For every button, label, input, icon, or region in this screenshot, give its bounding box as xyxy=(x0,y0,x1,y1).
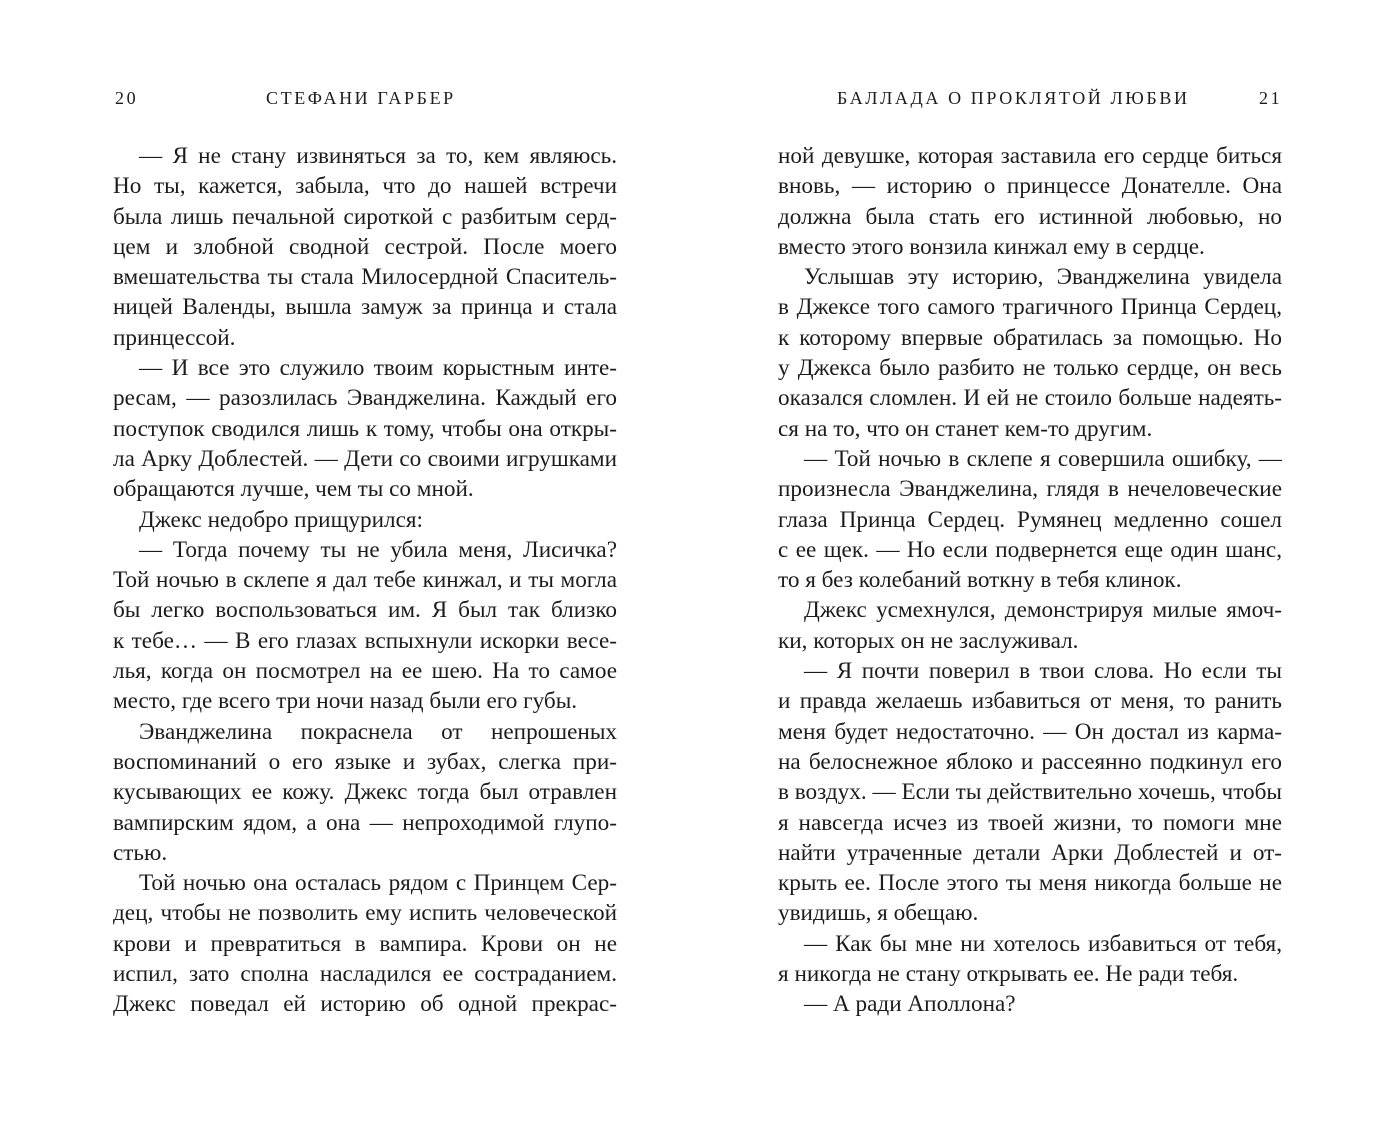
text-line: цем и злобной сводной сестрой. После моего xyxy=(113,233,617,260)
text-line: вновь, — историю о принцессе Донателле. Она xyxy=(778,173,1282,200)
text-line: я никогда не стану открывать ее. Не ради тебя. xyxy=(778,961,1239,988)
text-line: поступок сводился лишь к тому, чтобы она откры- xyxy=(113,415,617,442)
text-line: у Джекса было разбито не только сердце, он весь xyxy=(778,355,1282,382)
text-line: Той ночью в склепе я дал тебе кинжал, и ты могла xyxy=(113,567,617,594)
right-page-body-text xyxy=(778,141,1282,1020)
text-line: — Как бы мне ни хотелось избавиться от тебя, xyxy=(804,930,1282,957)
text-line: ресам, — разозлилась Эванджелина. Каждый его xyxy=(113,385,617,412)
text-line: я навсегда исчез из твоей жизни, то помоги мне xyxy=(778,809,1282,836)
text-line: воспоминаний о его языке и зубах, слегка при- xyxy=(113,748,617,775)
text-line: в Джексе того самого трагичного Принца Сердец, xyxy=(778,294,1282,321)
text-line: увидишь, я обещаю. xyxy=(778,900,979,927)
text-line: место, где всего три ночи назад были его губы. xyxy=(113,688,578,715)
text-line: Но ты, кажется, забыла, что до нашей встречи xyxy=(113,173,617,200)
text-line: глаза Принца Сердец. Румянец медленно сошел xyxy=(778,506,1282,533)
text-line: Джекс поведал ей историю об одной прекрас- xyxy=(113,991,617,1018)
text-line: стью. xyxy=(113,839,168,866)
text-line: — Я почти поверил в твои слова. Но если ты xyxy=(804,658,1282,685)
text-line: к тебе… — В его глазах вспыхнули искорки весе- xyxy=(113,627,617,654)
text-line: с ее щек. — Но если подвернется еще один шанс, xyxy=(778,536,1282,563)
text-line: ки, которых он не заслуживал. xyxy=(778,627,1079,654)
text-line: Услышав эту историю, Эванджелина увидела xyxy=(804,264,1282,291)
page-number-right: 21 xyxy=(1259,88,1283,108)
text-line: ницей Валенды, вышла замуж за принца и стала xyxy=(113,294,617,321)
text-line: вмешательства ты стала Милосердной Спаситель- xyxy=(113,264,617,291)
text-line: — Тогда почему ты не убила меня, Лисичка? xyxy=(139,536,617,563)
text-line: кусывающих ее кожу. Джекс тогда был отравлен xyxy=(113,779,617,806)
running-head-book-title: БАЛЛАДА О ПРОКЛЯТОЙ ЛЮБВИ xyxy=(837,88,1190,108)
text-line: обращаются лучше, чем ты со мной. xyxy=(113,476,474,503)
text-line: была лишь печальной сироткой с разбитым серд- xyxy=(113,203,617,230)
text-line: оказался сломлен. И ей не стоило больше надеять- xyxy=(778,385,1282,412)
text-line: — И все это служило твоим корыстным инте- xyxy=(139,355,617,382)
text-line: крыть ее. После этого ты меня никогда больше не xyxy=(778,870,1282,897)
text-line: найти утраченные детали Арки Доблестей и от- xyxy=(778,839,1282,866)
text-line: вампирским ядом, а она — непроходимой глупо- xyxy=(113,809,617,836)
text-line: крови и превратиться в вампира. Крови он не xyxy=(113,930,617,957)
text-line: бы легко воспользоваться им. Я был так близко xyxy=(113,597,617,624)
text-line: лья, когда он посмотрел на ее шею. На то самое xyxy=(113,658,617,685)
text-line: дец, чтобы не позволить ему испить человеческой xyxy=(113,900,617,927)
text-line: испил, зато сполна насладился ее состраданием. xyxy=(113,961,617,988)
text-line: в воздух. — Если ты действительно хочешь, чтобы xyxy=(778,779,1282,806)
right-page xyxy=(697,0,1394,1125)
text-line: принцессой. xyxy=(113,324,236,351)
text-line: — А ради Аполлона? xyxy=(804,991,1016,1018)
text-line: должна была стать его истинной любовью, но xyxy=(778,203,1282,230)
text-line: — Той ночью в склепе я совершила ошибку, — xyxy=(804,445,1282,472)
text-line: Джекс недобро прищурился: xyxy=(139,506,424,533)
text-line: ся на то, что он станет кем-то другим. xyxy=(778,415,1153,442)
text-line: Той ночью она осталась рядом с Принцем Сер- xyxy=(139,870,617,897)
left-page-body-text xyxy=(113,141,617,1020)
running-head-author: СТЕФАНИ ГАРБЕР xyxy=(266,88,456,108)
text-line: произнесла Эванджелина, глядя в нечеловеческие xyxy=(778,476,1282,503)
text-line: и правда желаешь избавиться от меня, то ранить xyxy=(778,688,1282,715)
text-line: Эванджелина покраснела от непрошеных xyxy=(139,718,617,745)
text-line: к которому впервые обратилась за помощью. Но xyxy=(778,324,1282,351)
text-line: — Я не стану извиняться за то, кем являюсь. xyxy=(139,143,617,169)
text-line: на белоснежное яблоко и рассеянно подкинул его xyxy=(778,748,1282,775)
page-number-left: 20 xyxy=(115,88,139,108)
text-line: меня будет недостаточно. — Он достал из карма- xyxy=(778,718,1282,745)
text-line: ной девушке, которая заставила его сердце биться xyxy=(778,143,1282,169)
text-line: Джекс усмехнулся, демонстрируя милые ямоч- xyxy=(804,597,1282,624)
text-line: то я без колебаний воткну в тебя клинок. xyxy=(778,567,1182,594)
text-line: ла Арку Доблестей. — Дети со своими игрушками xyxy=(113,445,617,472)
text-line: вместо этого вонзила кинжал ему в сердце. xyxy=(778,233,1205,260)
